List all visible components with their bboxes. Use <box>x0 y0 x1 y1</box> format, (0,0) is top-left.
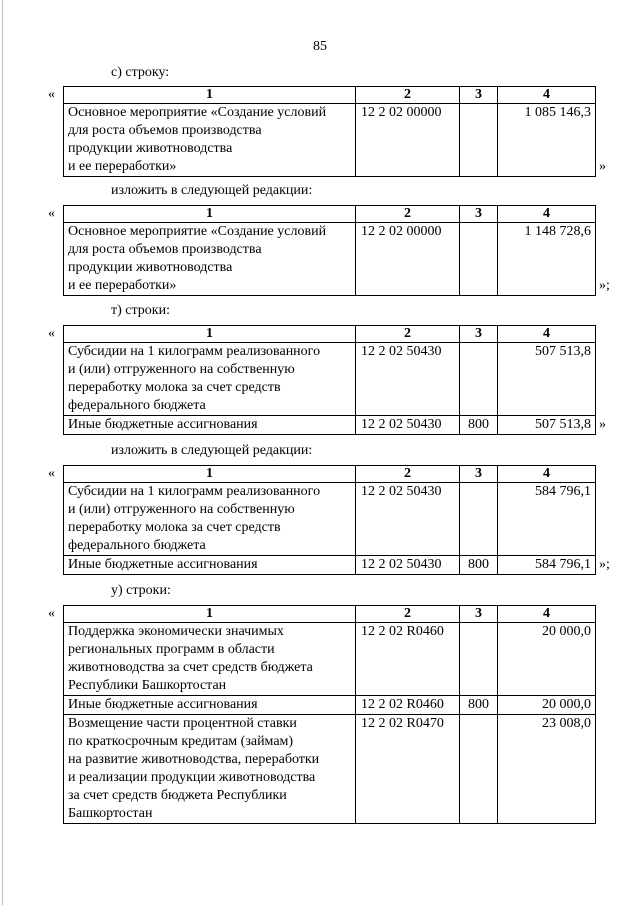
header-cell: 1 <box>64 206 356 223</box>
header-cell: 1 <box>64 466 356 483</box>
header-cell: 2 <box>356 206 460 223</box>
row-type-cell <box>460 623 498 696</box>
header-cell: 2 <box>356 606 460 623</box>
section-caption: с) строку: <box>111 65 170 80</box>
row-name-line: Субсидии на 1 килограмм реализованного <box>68 344 321 359</box>
row-amount-cell: 507 513,8 <box>498 416 596 435</box>
row-name-line: Иные бюджетные ассигнования <box>68 557 258 572</box>
header-cell: 1 <box>64 326 356 343</box>
row-type-cell <box>460 223 498 296</box>
row-name-line: Республики Башкортостан <box>68 678 227 693</box>
row-name-line: продукции животноводства <box>68 260 233 275</box>
header-cell: 1 <box>64 606 356 623</box>
quote-open: « <box>48 87 55 102</box>
row-name-line: федерального бюджета <box>68 538 206 553</box>
table-row <box>64 623 596 696</box>
header-cell: 2 <box>356 87 460 104</box>
row-type-cell <box>460 343 498 416</box>
row-name-line: Поддержка экономически значимых <box>68 624 284 639</box>
header-cell: 3 <box>460 87 498 104</box>
amendment-table <box>63 325 596 435</box>
row-name-cell <box>64 104 356 177</box>
row-name-line: и (или) отгруженного на собственную <box>68 362 295 377</box>
row-name-line: и (или) отгруженного на собственную <box>68 502 295 517</box>
table-row <box>64 556 596 575</box>
header-cell: 2 <box>356 466 460 483</box>
header-cell: 4 <box>498 466 596 483</box>
header-cell: 2 <box>356 326 460 343</box>
row-name-cell <box>64 715 356 824</box>
row-amount-cell: 20 000,0 <box>498 696 596 715</box>
row-amount-cell: 1 148 728,6 <box>498 223 596 296</box>
row-code-cell: 12 2 02 R0460 <box>356 696 460 715</box>
row-type-cell <box>460 715 498 824</box>
header-cell: 4 <box>498 206 596 223</box>
row-name-cell <box>64 416 356 435</box>
row-name-line: Субсидии на 1 килограмм реализованного <box>68 484 321 499</box>
row-name-line: Иные бюджетные ассигнования <box>68 417 258 432</box>
row-name-line: и ее переработки» <box>68 278 177 293</box>
row-name-line: животноводства за счет средств бюджета <box>68 660 313 675</box>
section-caption: изложить в следующей редакции: <box>111 183 313 198</box>
table-row <box>64 343 596 416</box>
row-amount-cell: 584 796,1 <box>498 556 596 575</box>
row-amount-cell: 507 513,8 <box>498 343 596 416</box>
header-cell: 4 <box>498 87 596 104</box>
amendment-table <box>63 86 596 177</box>
row-code-cell: 12 2 02 R0470 <box>356 715 460 824</box>
row-name-cell <box>64 696 356 715</box>
scan-edge-line <box>2 0 3 905</box>
page-number: 85 <box>313 39 327 54</box>
row-name-cell <box>64 556 356 575</box>
row-name-line: федерального бюджета <box>68 398 206 413</box>
row-name-cell <box>64 223 356 296</box>
row-name-line: за счет средств бюджета Республики <box>68 788 287 803</box>
row-name-line: на развитие животноводства, переработки <box>68 752 320 767</box>
header-cell: 3 <box>460 206 498 223</box>
row-code-cell: 12 2 02 50430 <box>356 556 460 575</box>
row-code-cell: 12 2 02 R0460 <box>356 623 460 696</box>
section-caption: т) строки: <box>111 303 170 318</box>
table-header-row <box>64 87 596 104</box>
table-header-row <box>64 466 596 483</box>
amendment-table <box>63 205 596 296</box>
row-name-line: продукции животноводства <box>68 141 233 156</box>
section-caption: у) строки: <box>111 583 171 598</box>
row-code-cell: 12 2 02 50430 <box>356 483 460 556</box>
row-name-line: Возмещение части процентной ставки <box>68 716 297 731</box>
amendment-table <box>63 465 596 575</box>
table-header-row <box>64 206 596 223</box>
row-name-line: для роста объемов производства <box>68 123 262 138</box>
row-name-line: переработку молока за счет средств <box>68 380 281 395</box>
quote-close: » <box>599 417 606 432</box>
row-type-cell <box>460 483 498 556</box>
row-name-line: региональных программ в области <box>68 642 275 657</box>
table-row <box>64 483 596 556</box>
header-cell: 4 <box>498 606 596 623</box>
row-name-line: и реализации продукции животноводства <box>68 770 316 785</box>
row-type-cell: 800 <box>460 416 498 435</box>
row-amount-cell: 23 008,0 <box>498 715 596 824</box>
table-row <box>64 715 596 824</box>
row-name-line: Основное мероприятие «Создание условий <box>68 105 327 120</box>
quote-open: « <box>48 606 55 621</box>
row-name-line: и ее переработки» <box>68 159 177 174</box>
row-code-cell: 12 2 02 00000 <box>356 223 460 296</box>
quote-close: » <box>599 159 606 174</box>
row-type-cell: 800 <box>460 556 498 575</box>
header-cell: 1 <box>64 87 356 104</box>
row-name-cell <box>64 343 356 416</box>
row-name-line: Основное мероприятие «Создание условий <box>68 224 327 239</box>
row-type-cell: 800 <box>460 696 498 715</box>
row-type-cell <box>460 104 498 177</box>
row-name-line: Башкортостан <box>68 806 153 821</box>
row-code-cell: 12 2 02 50430 <box>356 343 460 416</box>
row-amount-cell: 584 796,1 <box>498 483 596 556</box>
quote-open: « <box>48 206 55 221</box>
table-header-row <box>64 326 596 343</box>
table-row <box>64 223 596 296</box>
quote-close: »; <box>599 278 610 293</box>
row-name-cell <box>64 623 356 696</box>
header-cell: 3 <box>460 466 498 483</box>
row-name-line: переработку молока за счет средств <box>68 520 281 535</box>
row-code-cell: 12 2 02 00000 <box>356 104 460 177</box>
quote-open: « <box>48 326 55 341</box>
table-row <box>64 416 596 435</box>
amendment-table <box>63 605 596 824</box>
row-name-line: Иные бюджетные ассигнования <box>68 697 258 712</box>
row-amount-cell: 20 000,0 <box>498 623 596 696</box>
row-name-line: по краткосрочным кредитам (займам) <box>68 734 294 749</box>
table-header-row <box>64 606 596 623</box>
row-code-cell: 12 2 02 50430 <box>356 416 460 435</box>
table-row <box>64 104 596 177</box>
quote-close: »; <box>599 557 610 572</box>
header-cell: 3 <box>460 606 498 623</box>
header-cell: 3 <box>460 326 498 343</box>
row-amount-cell: 1 085 146,3 <box>498 104 596 177</box>
header-cell: 4 <box>498 326 596 343</box>
quote-open: « <box>48 466 55 481</box>
row-name-cell <box>64 483 356 556</box>
row-name-line: для роста объемов производства <box>68 242 262 257</box>
section-caption: изложить в следующей редакции: <box>111 443 313 458</box>
table-row <box>64 696 596 715</box>
